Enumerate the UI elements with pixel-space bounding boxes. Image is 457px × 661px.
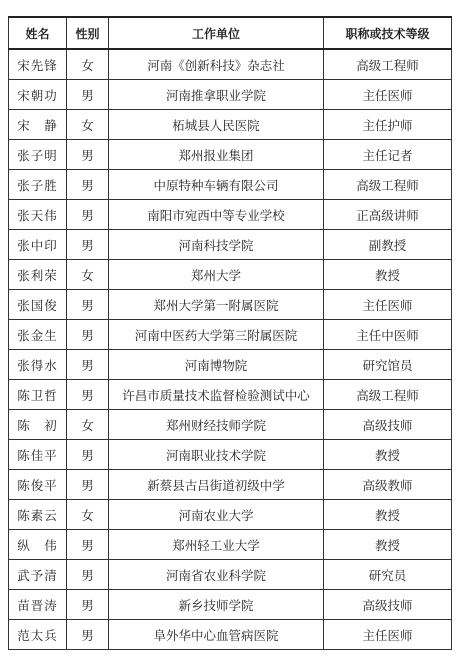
- table-row: [9, 49, 452, 80]
- cell-name: 张子胜: [9, 170, 67, 200]
- table-row: [9, 620, 452, 650]
- cell-unit: 河南省农业科学院: [109, 560, 324, 590]
- table-row: [9, 170, 452, 200]
- cell-name: 纵 伟: [9, 530, 67, 560]
- cell-title: 主任医师: [324, 80, 452, 110]
- cell-title: 教授: [324, 440, 452, 470]
- cell-unit: 河南博物院: [109, 350, 324, 380]
- cell-gender: 男: [67, 290, 109, 320]
- cell-gender: 女: [67, 260, 109, 290]
- table-row: [9, 560, 452, 590]
- cell-gender: 男: [67, 200, 109, 230]
- table-row: [9, 260, 452, 290]
- cell-name: 武予清: [9, 560, 67, 590]
- cell-gender: 男: [67, 530, 109, 560]
- cell-unit: 郑州大学: [109, 260, 324, 290]
- cell-name: 陈卫哲: [9, 380, 67, 410]
- cell-title: 教授: [324, 530, 452, 560]
- cell-name: 张天伟: [9, 200, 67, 230]
- cell-name: 宋先锋: [9, 49, 67, 80]
- table-row: [9, 200, 452, 230]
- cell-title: 主任中医师: [324, 320, 452, 350]
- cell-gender: 女: [67, 410, 109, 440]
- cell-title: 高级技师: [324, 410, 452, 440]
- cell-unit: 中原特种车辆有限公司: [109, 170, 324, 200]
- cell-gender: 男: [67, 560, 109, 590]
- cell-unit: 河南《创新科技》杂志社: [109, 49, 324, 80]
- table-row: [9, 530, 452, 560]
- cell-name: 张利荣: [9, 260, 67, 290]
- cell-name: 张中印: [9, 230, 67, 260]
- cell-name: 陈 初: [9, 410, 67, 440]
- cell-gender: 女: [67, 49, 109, 80]
- cell-unit: 许昌市质量技术监督检验测试中心: [109, 380, 324, 410]
- cell-unit: 河南中医药大学第三附属医院: [109, 320, 324, 350]
- cell-name: 苗晋涛: [9, 590, 67, 620]
- cell-unit: 郑州大学第一附属医院: [109, 290, 324, 320]
- cell-unit: 新蔡县古吕街道初级中学: [109, 470, 324, 500]
- cell-name: 张子明: [9, 140, 67, 170]
- table-row: [9, 110, 452, 140]
- cell-unit: 新乡技师学院: [109, 590, 324, 620]
- cell-unit: 河南科技学院: [109, 230, 324, 260]
- cell-title: 教授: [324, 260, 452, 290]
- cell-gender: 女: [67, 110, 109, 140]
- table-row: [9, 350, 452, 380]
- header-row: [9, 17, 452, 49]
- cell-gender: 男: [67, 590, 109, 620]
- table-row: [9, 140, 452, 170]
- cell-unit: 阜外华中心血管病医院: [109, 620, 324, 650]
- cell-unit: 郑州轻工业大学: [109, 530, 324, 560]
- cell-unit: 柘城县人民医院: [109, 110, 324, 140]
- cell-title: 研究员: [324, 560, 452, 590]
- table-row: [9, 230, 452, 260]
- roster-table: [8, 16, 452, 650]
- cell-title: 高级工程师: [324, 170, 452, 200]
- cell-name: 陈素云: [9, 500, 67, 530]
- table-row: [9, 80, 452, 110]
- cell-gender: 男: [67, 230, 109, 260]
- header-title: 职称或技术等级: [324, 17, 452, 49]
- cell-name: 宋 静: [9, 110, 67, 140]
- cell-title: 教授: [324, 500, 452, 530]
- cell-title: 高级教师: [324, 470, 452, 500]
- table-row: [9, 440, 452, 470]
- table-row: [9, 500, 452, 530]
- cell-title: 副教授: [324, 230, 452, 260]
- table-header: [9, 17, 452, 49]
- header-gender: 性别: [67, 17, 109, 49]
- cell-title: 主任医师: [324, 290, 452, 320]
- cell-unit: 南阳市宛西中等专业学校: [109, 200, 324, 230]
- cell-title: 高级工程师: [324, 49, 452, 80]
- cell-gender: 男: [67, 140, 109, 170]
- cell-name: 张金生: [9, 320, 67, 350]
- cell-title: 主任医师: [324, 620, 452, 650]
- cell-unit: 郑州财经技师学院: [109, 410, 324, 440]
- table-row: [9, 410, 452, 440]
- cell-title: 高级工程师: [324, 380, 452, 410]
- cell-gender: 男: [67, 380, 109, 410]
- cell-gender: 男: [67, 620, 109, 650]
- cell-unit: 河南推拿职业学院: [109, 80, 324, 110]
- cell-name: 张得水: [9, 350, 67, 380]
- cell-unit: 河南职业技术学院: [109, 440, 324, 470]
- cell-title: 主任记者: [324, 140, 452, 170]
- cell-gender: 男: [67, 350, 109, 380]
- cell-title: 高级技师: [324, 590, 452, 620]
- cell-gender: 女: [67, 500, 109, 530]
- table-row: [9, 590, 452, 620]
- header-unit: 工作单位: [109, 17, 324, 49]
- cell-gender: 男: [67, 170, 109, 200]
- table-row: [9, 320, 452, 350]
- header-name: 姓名: [9, 17, 67, 49]
- cell-gender: 男: [67, 440, 109, 470]
- cell-unit: 郑州报业集团: [109, 140, 324, 170]
- table-body: [9, 49, 452, 650]
- cell-title: 研究馆员: [324, 350, 452, 380]
- cell-name: 范太兵: [9, 620, 67, 650]
- cell-gender: 男: [67, 320, 109, 350]
- table-row: [9, 470, 452, 500]
- table-row: [9, 380, 452, 410]
- cell-name: 张国俊: [9, 290, 67, 320]
- cell-name: 宋朝功: [9, 80, 67, 110]
- cell-gender: 男: [67, 80, 109, 110]
- cell-name: 陈俊平: [9, 470, 67, 500]
- cell-gender: 男: [67, 470, 109, 500]
- cell-unit: 河南农业大学: [109, 500, 324, 530]
- table-row: [9, 290, 452, 320]
- cell-title: 主任护师: [324, 110, 452, 140]
- cell-title: 正高级讲师: [324, 200, 452, 230]
- cell-name: 陈佳平: [9, 440, 67, 470]
